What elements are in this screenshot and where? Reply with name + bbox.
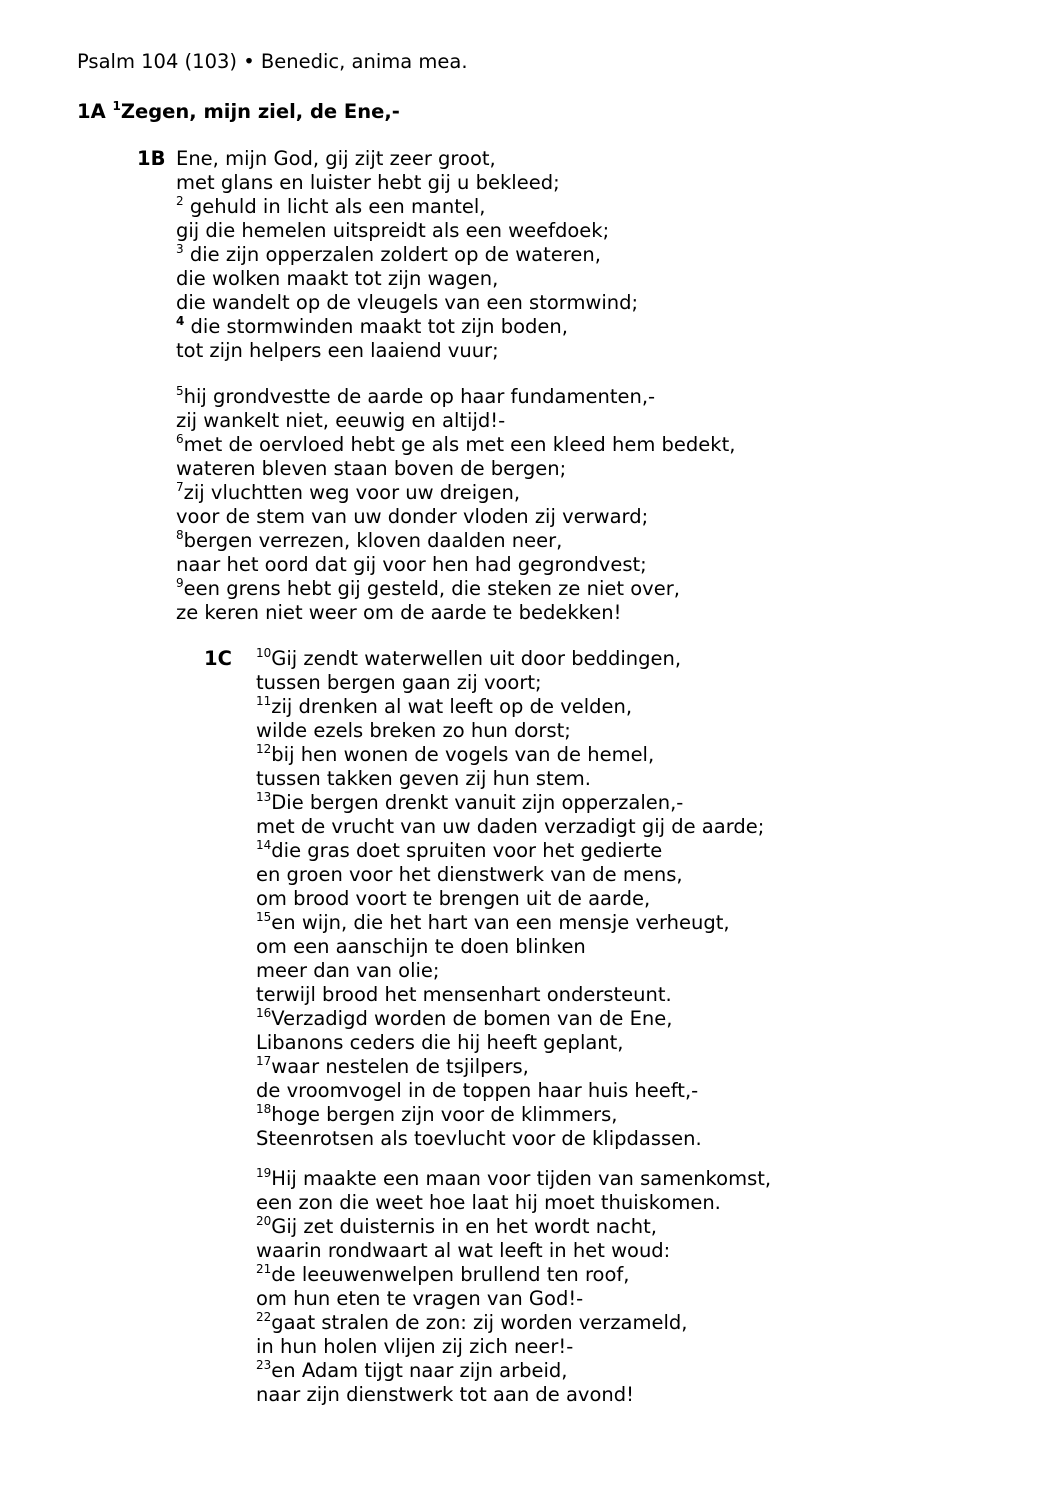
verse-text: hij grondvestte de aarde op haar fundamenten,- [183,385,656,408]
verse-number: 2 [176,193,184,208]
verse-line [256,719,764,743]
verse-line [256,1103,764,1127]
section-1a-heading [77,100,400,124]
verse-line [256,695,764,719]
verse-line [256,839,764,863]
verse-text: Verzadigd worden de bomen van de Ene, [271,1007,673,1030]
verse-line [256,863,764,887]
verse-text: Gij zendt waterwellen uit door beddingen, [271,647,682,670]
verse-line [256,1359,771,1383]
verse-line [256,1239,771,1263]
verse-text: Libanons ceders die hij heeft geplant, [256,1031,624,1054]
verse-number: 23 [256,1357,272,1372]
verse-line [256,767,764,791]
verse-text: een grens hebt gij gesteld, die steken ze niet over, [183,577,680,600]
verse-text: die stormwinden maakt tot zijn boden, [184,315,568,338]
verse-text: die zijn opperzalen zoldert op de wateren, [183,243,601,266]
verse-text: tussen takken geven zij hun stem. [256,767,591,790]
page-title: Psalm 104 (103) • Benedic, anima mea. [77,50,468,73]
verse-line [256,1007,764,1031]
verse-line [176,433,735,457]
verse-line [176,243,638,267]
verse-number: 8 [176,527,184,542]
verse-text: in hun holen vlijen zij zich neer!- [256,1335,574,1358]
verse-number: 16 [256,1005,272,1020]
verse-text: gij die hemelen uitspreidt als een weefdoek; [176,219,610,242]
verse-text: Die bergen drenkt vanuit zijn opperzalen,- [271,791,684,814]
verse-number: 15 [256,909,272,924]
verse-number: 1 [112,98,121,113]
verse-text: meer dan van olie; [256,959,440,982]
stanza-1b-1 [176,147,638,363]
verse-text: en groen voor het dienstwerk van de mens, [256,863,683,886]
verse-line [256,647,764,671]
verse-line [176,505,735,529]
verse-line [256,1055,764,1079]
verse-number: 11 [256,693,272,708]
verse-line [256,1127,764,1151]
verse-line [256,1215,771,1239]
verse-text: Zegen, mijn ziel, de Ene,- [120,100,400,123]
verse-line [176,385,735,409]
verse-text: die wolken maakt tot zijn wagen, [176,267,499,290]
verse-number: 19 [256,1165,272,1180]
stanza-1b-2 [176,385,735,625]
verse-text: en Adam tijgt naar zijn arbeid, [271,1359,568,1382]
verse-text: Ene, mijn God, gij zijt zeer groot, [176,147,496,170]
verse-number: 18 [256,1101,272,1116]
verse-text: hoge bergen zijn voor de klimmers, [271,1103,618,1126]
verse-number: 20 [256,1213,272,1228]
verse-line [256,1031,764,1055]
verse-line [256,935,764,959]
verse-text: om brood voort te brengen uit de aarde, [256,887,651,910]
verse-text: Steenrotsen als toevlucht voor de klipdassen. [256,1127,702,1150]
verse-line [256,887,764,911]
verse-line [176,409,735,433]
verse-number: 13 [256,789,272,804]
section-label: 1A [77,100,106,123]
verse-line [176,577,735,601]
verse-text: waarin rondwaart al wat leeft in het woud: [256,1239,671,1262]
verse-text: bij hen wonen de vogels van de hemel, [271,743,655,766]
section-1b-label: 1B [137,147,166,170]
verse-line [256,1167,771,1191]
verse-text: een zon die weet hoe laat hij moet thuiskomen. [256,1191,721,1214]
verse-line [256,1263,771,1287]
verse-text: met de oervloed hebt ge als met een kleed hem bedekt, [183,433,736,456]
verse-number: 5 [176,383,184,398]
verse-text: die wandelt op de vleugels van een stormwind; [176,291,639,314]
verse-number: 3 [176,241,184,256]
verse-line [176,219,638,243]
verse-text: en wijn, die het hart van een mensje verheugt, [271,911,730,934]
verse-text: wateren bleven staan boven de bergen; [176,457,567,480]
verse-line [256,1287,771,1311]
verse-text: met de vrucht van uw daden verzadigt gij de aarde; [256,815,765,838]
verse-text: bergen verrezen, kloven daalden neer, [183,529,563,552]
stanza-1c-2 [256,1167,771,1407]
verse-text: om hun eten te vragen van God!- [256,1287,584,1310]
verse-number: 22 [256,1309,272,1324]
verse-number: 14 [256,837,272,852]
verse-line [256,1335,771,1359]
verse-text: Gij zet duisternis in en het wordt nacht, [271,1215,658,1238]
verse-line [256,959,764,983]
verse-line [176,481,735,505]
verse-line [256,1079,764,1103]
verse-text: naar zijn dienstwerk tot aan de avond! [256,1383,634,1406]
verse-line [256,983,764,1007]
verse-text: tot zijn helpers een laaiend vuur; [176,339,499,362]
verse-line [256,1311,771,1335]
verse-text: tussen bergen gaan zij voort; [256,671,542,694]
verse-text: gehuld in licht als een mantel, [183,195,486,218]
verse-line [256,791,764,815]
verse-number: 21 [256,1261,272,1276]
verse-text: met glans en luister hebt gij u bekleed; [176,171,560,194]
verse-text: naar het oord dat gij voor hen had gegrondvest; [176,553,647,576]
verse-text: wilde ezels breken zo hun dorst; [256,719,571,742]
section-1c-label: 1C [204,647,232,670]
verse-number: 7 [176,479,184,494]
verse-text: Hij maakte een maan voor tijden van samenkomst, [271,1167,772,1190]
verse-text: zij drenken al wat leeft op de velden, [271,695,633,718]
verse-line [176,457,735,481]
verse-number: 10 [256,645,272,660]
verse-number: 6 [176,431,184,446]
verse-line [256,815,764,839]
verse-line [256,743,764,767]
verse-text: ze keren niet weer om de aarde te bedekken! [176,601,622,624]
verse-text: zij vluchtten weg voor uw dreigen, [183,481,521,504]
verse-number: 12 [256,741,272,756]
verse-number: 9 [176,575,184,590]
verse-line [256,1191,771,1215]
verse-line [176,529,735,553]
verse-line [256,911,764,935]
verse-line [176,195,638,219]
verse-text: om een aanschijn te doen blinken [256,935,586,958]
verse-number: 4 [176,313,185,328]
verse-line [176,339,638,363]
verse-line [176,291,638,315]
verse-line [176,147,638,171]
verse-text: voor de stem van uw donder vloden zij verward; [176,505,649,528]
verse-line [256,1383,771,1407]
verse-line [176,553,735,577]
verse-number: 17 [256,1053,272,1068]
verse-line [176,267,638,291]
verse-text: de leeuwenwelpen brullend ten roof, [271,1263,630,1286]
verse-text: de vroomvogel in de toppen haar huis heeft,- [256,1079,699,1102]
verse-text: waar nestelen de tsjilpers, [271,1055,529,1078]
verse-line [176,315,638,339]
verse-line [256,671,764,695]
stanza-1c-1 [256,647,764,1151]
verse-text: zij wankelt niet, eeuwig en altijd!- [176,409,506,432]
verse-text: gaat stralen de zon: zij worden verzameld, [271,1311,688,1334]
verse-text: terwijl brood het mensenhart ondersteunt. [256,983,672,1006]
verse-line [176,601,735,625]
verse-text: die gras doet spruiten voor het gedierte [271,839,663,862]
verse-line [176,171,638,195]
